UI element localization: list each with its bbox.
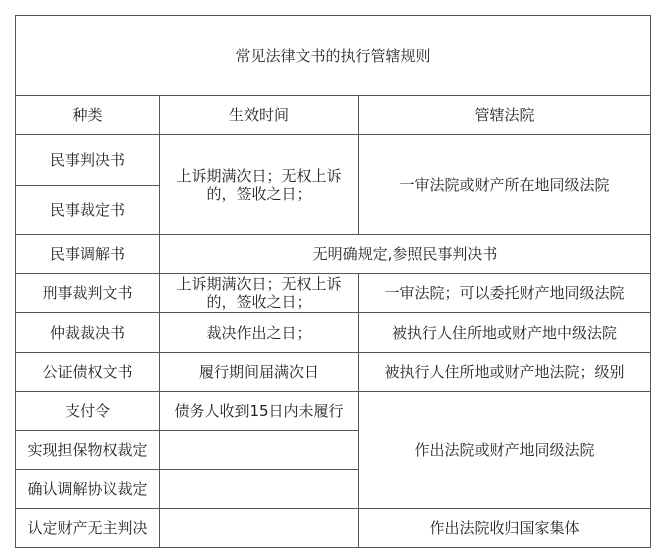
row-type-notarial: 公证债权文书	[16, 353, 160, 392]
criminal-court: 一审法院；可以委托财产地同级法院	[359, 274, 651, 313]
ownerless-effective-time	[160, 509, 359, 548]
civil-court: 一审法院或财产所在地同级法院	[359, 135, 651, 235]
mediation-note: 无明确规定,参照民事判决书	[160, 235, 651, 274]
header-court: 管辖法院	[359, 96, 651, 135]
table-title: 常见法律文书的执行管辖规则	[16, 16, 651, 96]
row-type-payment-order: 支付令	[16, 392, 160, 431]
row-type-civil-ruling: 民事裁定书	[16, 186, 160, 235]
row-type-security-ruling: 实现担保物权裁定	[16, 431, 160, 470]
criminal-effective-time: 上诉期满次日；无权上诉的，签收之日；	[160, 274, 359, 313]
notarial-effective-time: 履行期间届满次日	[160, 353, 359, 392]
header-effective-time: 生效时间	[160, 96, 359, 135]
row-type-ownerless-property: 认定财产无主判决	[16, 509, 160, 548]
notarial-court: 被执行人住所地或财产地法院；级别	[359, 353, 651, 392]
security-ruling-effective-time	[160, 431, 359, 470]
jurisdiction-table	[15, 15, 651, 548]
payment-order-effective-time: 债务人收到15日内未履行	[160, 392, 359, 431]
arbitration-effective-time: 裁决作出之日；	[160, 313, 359, 353]
arbitration-court: 被执行人住所地或财产地中级法院	[359, 313, 651, 353]
group-court: 作出法院或财产地同级法院	[359, 392, 651, 509]
mediation-agreement-effective-time	[160, 470, 359, 509]
row-type-civil-judgment: 民事判决书	[16, 135, 160, 186]
row-type-mediation-agreement-ruling: 确认调解协议裁定	[16, 470, 160, 509]
row-type-criminal: 刑事裁判文书	[16, 274, 160, 313]
civil-effective-time: 上诉期满次日；无权上诉的，签收之日；	[160, 135, 359, 235]
row-type-arbitration: 仲裁裁决书	[16, 313, 160, 353]
last-court: 作出法院收归国家集体	[359, 509, 651, 548]
row-type-civil-mediation: 民事调解书	[16, 235, 160, 274]
header-type: 种类	[16, 96, 160, 135]
